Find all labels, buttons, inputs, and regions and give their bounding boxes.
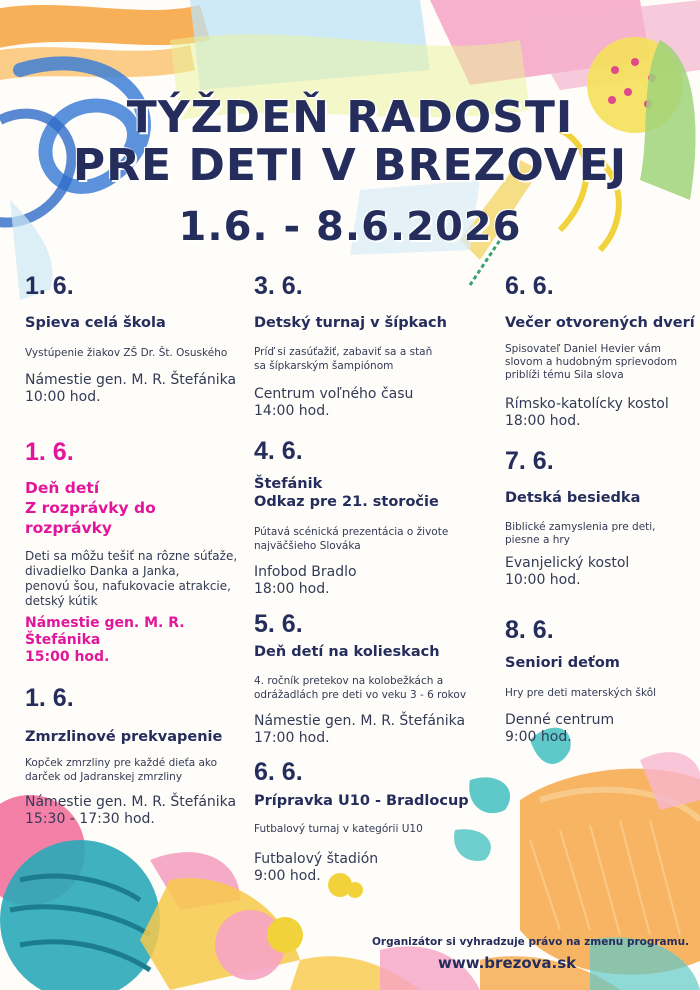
event-description: Vystúpenie žiakov ZŠ Dr. Št. Osuského — [25, 347, 228, 359]
event-title: Z rozprávky do — [25, 499, 156, 517]
event-title: rozprávky — [25, 519, 113, 537]
event-description: Príď si zasúťažiť, zabaviť sa a staň — [254, 346, 433, 358]
event-description: priblíži tému Sila slova — [505, 369, 624, 381]
event-description: Biblické zamyslenia pre deti, — [505, 521, 656, 533]
event-place: Námestie gen. M. R. Štefánika — [25, 372, 237, 388]
website-link[interactable]: www.brezova.sk — [438, 954, 577, 972]
event-date: 6. 6. — [505, 272, 554, 300]
event-time: 18:00 hod. — [254, 581, 330, 597]
event-date: 1. 6. — [25, 272, 74, 300]
event-time: 15:30 - 17:30 hod. — [25, 811, 155, 827]
event-date: 1. 6. — [25, 684, 74, 712]
event-description: divadielko Danka a Janka, — [25, 564, 180, 578]
event-description: Kopček zmrzliny pre každé dieťa ako — [25, 757, 218, 769]
event-time: 10:00 hod. — [505, 572, 581, 588]
event-time: 9:00 hod. — [254, 868, 321, 884]
event-place: Centrum voľného času — [254, 386, 414, 402]
event-title: Štefánik — [254, 476, 323, 492]
event-date: 1. 6. — [25, 438, 74, 466]
event-description: slovom a hudobným sprievodom — [505, 356, 678, 368]
event-title: Večer otvorených dverí — [505, 315, 695, 331]
event-title: Odkaz pre 21. storočie — [254, 494, 439, 510]
event-description: Spisovateľ Daniel Hevier vám — [505, 343, 661, 355]
event-place: Rímsko-katolícky kostol — [505, 396, 669, 412]
event-title: Spieva celá škola — [25, 315, 166, 331]
event-place: Futbalový štadión — [254, 851, 379, 867]
footer-note: Organizátor si vyhradzuje právo na zmenu programu. — [372, 936, 690, 948]
event-title: Detská besiedka — [505, 490, 641, 506]
event-description: piesne a hry — [505, 534, 570, 546]
event-place: Námestie gen. M. R. — [25, 615, 185, 631]
event-time: 9:00 hod. — [505, 729, 572, 745]
event-place: Evanjelický kostol — [505, 555, 630, 571]
event-description: detský kútik — [25, 594, 98, 608]
event-time: 17:00 hod. — [254, 730, 330, 746]
event-description: 4. ročník pretekov na kolobežkách a — [254, 675, 444, 687]
event-description: odrážadlách pre deti vo veku 3 - 6 rokov — [254, 689, 467, 701]
event-place: Námestie gen. M. R. Štefánika — [25, 794, 237, 810]
poster-title-line1: TÝŽDEŇ RADOSTI — [126, 92, 574, 143]
event-description: Hry pre deti materských škôl — [505, 687, 657, 699]
poster-date-range: 1.6. - 8.6.2026 — [178, 204, 522, 250]
event-time: 15:00 hod. — [25, 649, 110, 665]
event-description: Pútavá scénická prezentácia o živote — [254, 526, 449, 538]
event-time: 18:00 hod. — [505, 413, 581, 429]
event-title: Deň detí na kolieskach — [254, 644, 440, 660]
event-date: 6. 6. — [254, 758, 303, 786]
poster-title-line2: PRE DETI V BREZOVEJ — [72, 140, 628, 191]
event-title: Zmrzlinové prekvapenie — [25, 729, 223, 745]
event-date: 5. 6. — [254, 610, 303, 638]
event-place: Infobod Bradlo — [254, 564, 357, 580]
event-time: 14:00 hod. — [254, 403, 330, 419]
event-description: penovú šou, nafukovacie atrakcie, — [25, 579, 231, 593]
event-description: Deti sa môžu tešiť na rôzne súťaže, — [25, 549, 238, 563]
event-time: 10:00 hod. — [25, 389, 101, 405]
event-description: darček od Jadranskej zmrzliny — [25, 771, 183, 783]
event-date: 4. 6. — [254, 437, 303, 465]
event-place: Štefánika — [25, 632, 101, 648]
event-description: najväčšieho Slováka — [254, 540, 361, 552]
event-title: Prípravka U10 - Bradlocup — [254, 793, 469, 809]
event-date: 7. 6. — [505, 447, 554, 475]
event-place: Námestie gen. M. R. Štefánika — [254, 713, 466, 729]
event-date: 8. 6. — [505, 616, 554, 644]
event-title: Seniori deťom — [505, 655, 620, 671]
event-description: sa šípkarským šampiónom — [254, 360, 394, 372]
event-date: 3. 6. — [254, 272, 303, 300]
event-title: Detský turnaj v šípkach — [254, 315, 447, 331]
event-title: Deň detí — [25, 479, 100, 497]
event-description: Futbalový turnaj v kategórii U10 — [254, 823, 423, 835]
event-place: Denné centrum — [505, 712, 615, 728]
